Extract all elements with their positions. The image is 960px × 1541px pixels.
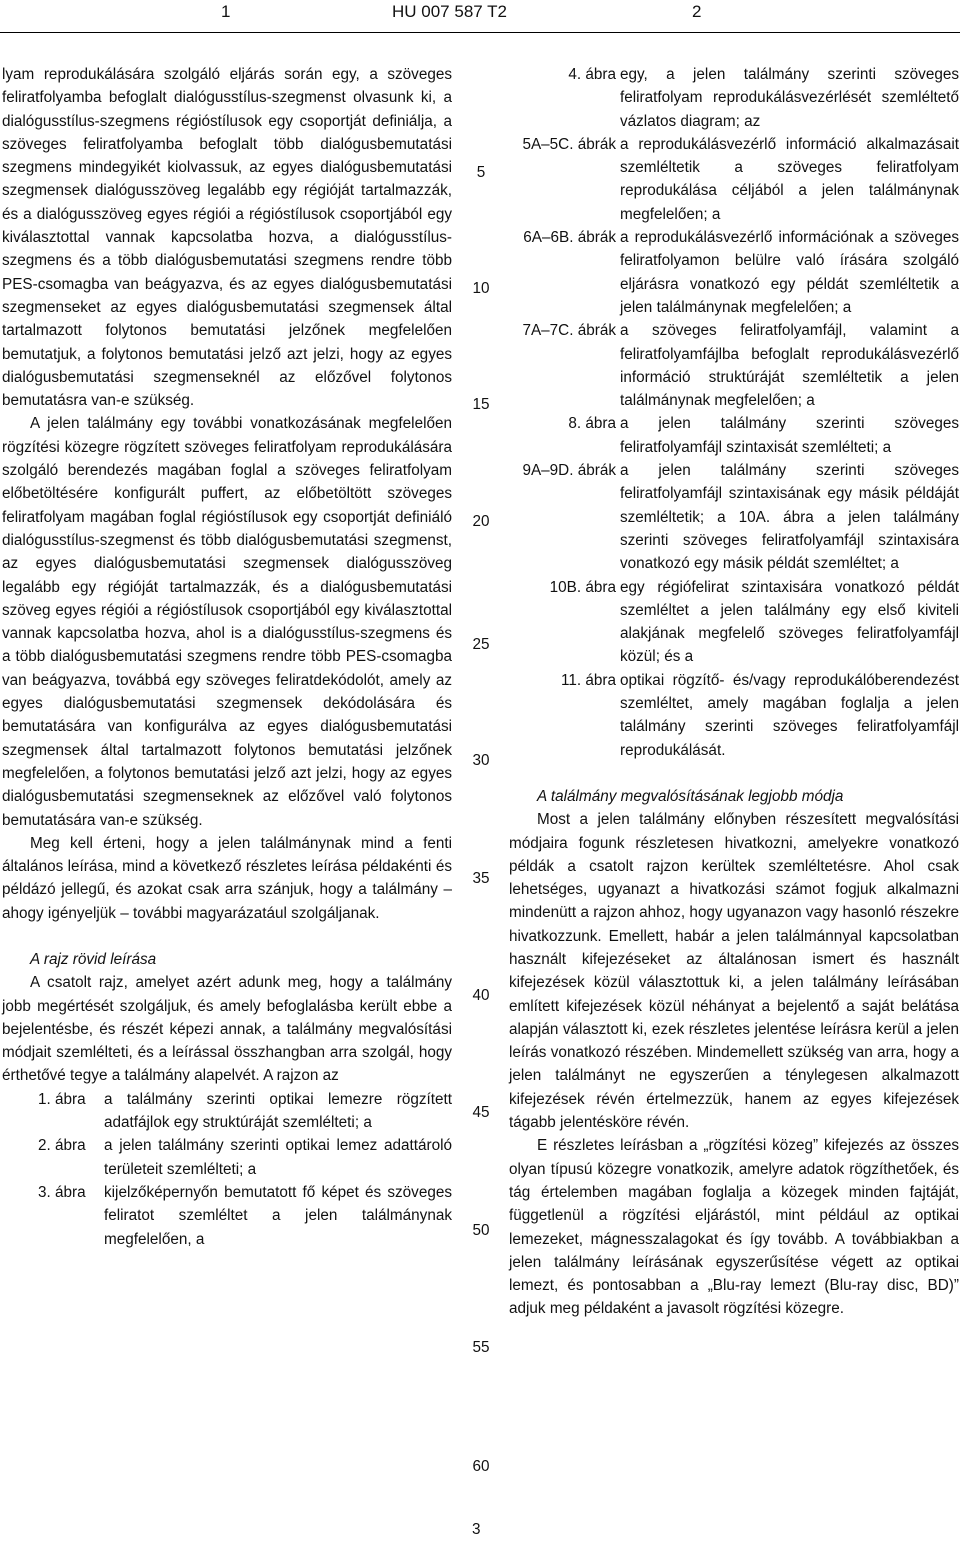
best-mode-heading: A találmány megvalósításának legjobb módja [537,787,844,805]
page-header [0,0,960,24]
figure-label: 4. ábra [568,66,616,83]
drawing-description-heading: A rajz rövid leírása [30,950,157,968]
right-paragraph-2: E részletes leírásban a „rögzítési közeg” kifejezés az összes olyan típusú közegre vonatkozik, amelyre adatok rögzíthetőek, és tág értelemben magában foglalja a közegek minden fajtáját, függetlenül a rögzítési eljárástól, mint például az optikai lemezeket, mágnesszalagokat és így tovább. A továbbiakban a jelen találmány leírásának egyszerűsítése végett az optikai lemezt, és pontosabban a „Blu-ray lemezt (Blu-ray disc, BD)” adjuk meg példaként a javasolt rögzítési közegre. [509,1137,959,1318]
left-page-number: 1 [221,2,231,21]
right-column [509,63,959,1321]
figure-item [509,669,959,762]
figure-label: 11. ábra [561,671,616,689]
figure-text: kijelzőképernyőn bemutatott fő képet és szöveges feliratot szemléltet a jelen találmánynak megfelelően, a [104,1183,452,1248]
figure-label: 7A–7C. ábrák [522,322,616,340]
figure-item [509,133,959,226]
figure-item [509,63,959,133]
left-paragraph-2: A jelen találmány egy további vonatkozásának megfelelően rögzítési közegre rögzített szöveges feliratfolyam reprodukálására szolgáló berendezés magában foglal a szöveges feliratfolyam előbetöltésére konfigurált puffert, az előbetöltött szöveges feliratfolyam magában foglal régióstílusok egy csoportját definiáló dialógusstílus-szegmenst és több dialógusbemutatási szegmenst, az egyes dialógusbemutatási szegmensek dialógusszöveg legalább egy régióját tartalmazzák, és a dialógusbemutatási szöveg egyes régiói a régióstílusok csoportjából egy kiválasztottal vannak kapcsolatba hozva, ahol is a dialógusstílus-szegmens és a több dialógusbemutatási szegmens rendre több PES-csomagba van beágyazva, továbbá egy szöveges feliratdekódolót, amely az egyes dialógusbemutatási szegmensek dekódolására és bemutatására van konfigurálva az egyes dialógusbemutatási szegmensek által tartalmazott folytonos bemutatási jelzőnek megfelelően, a folytonos bemutatási jelző azt jelzi, hogy az egyes dialógusbemutatási szegmenseknek az előzővel való folytonos bemutatására van-e szükség. [2,415,452,829]
figure-label: 5A–5C. ábrák [522,135,616,153]
figure-text: a reprodukálásvezérlő információ alkalmazásait szemléltetik a szöveges feliratfolyam reprodukálása céljából a jelen találmánynak megfelelően; a [620,135,959,223]
figure-label: 2. ábra [38,1137,86,1155]
figure-text: optikai rögzítő- és/vagy reprodukálóberendezést szemléltet, amely magában foglalja a jelen találmány szerinti szöveges feliratfolyamfájl reprodukálását. [620,671,959,759]
line-number: 50 [472,1222,490,1239]
left-paragraph-4: A csatolt rajz, amelyet azért adunk meg, hogy a találmány jobb megértését szolgáljuk, és amely befoglalásba került ebbe a bejelentésbe, és részét képezi annak, a találmány megvalósítási módjait szemlélteti, és a leírással összhangban arra szolgál, hogy érthetővé tegye a találmány alapelvét. A rajzon az [2,974,452,1085]
figure-label: 3. ábra [38,1183,86,1201]
line-number: 15 [472,396,490,413]
document-id: HU 007 587 T2 [392,2,507,21]
figure-label: 1. ábra [38,1090,86,1108]
left-column [2,63,452,1251]
figure-label: 8. ábra [568,415,616,433]
figure-item [509,459,959,575]
line-number: 10 [472,280,490,297]
figure-text: egy régiófelirat szintaxisára vonatkozó példát szemléltet a jelen találmány egy első kiviteli alakjának megfelelő szöveges feliratfolyamfájl közül; és a [620,578,959,666]
left-paragraph-1: lyam reprodukálására szolgáló eljárás során egy, a szöveges feliratfolyamba befoglalt dialógusstílus-szegmenst olvasunk ki, a dialógusstílus-szegmens régióstílusok egy csoportját definiálja, a szöveges feliratfolyamba befoglalt több dialógusbemutatási szegmens mindegyikét kiolvassuk, az egyes dialógusbemutatási szegmensek dialógusszöveg legalább egy régióját tartalmazzák, és a dialógusszöveg egyes régiói a régióstílusok csoportjából egy kiválasztottal vannak kapcsolatba hozva, a dialógusstílus-szegmens és a több dialógusbemutatási szegmens rendre több PES-csomagba van beágyazva, és az egyes dialógusbemutatási szegmenseket az egyes dialógusbemutatási szegmensek által tartalmazott folytonos bemutatási jelzőnek megfelelően bemutatjuk, a folytonos bemutatási jelző azt jelzi, hogy az egyes dialógusbemutatási szegmenseknél az előzővel folytonos bemutatásra van-e szükség. [2,66,452,410]
right-page-number: 2 [692,2,702,21]
figure-text: a találmány szerinti optikai lemezre rögzített adatfájlok egy struktúráját szemlélteti; a [104,1090,452,1132]
right-paragraph-1: Most a jelen találmány előnyben részesített megvalósítási módjaira fogunk részletesen hivatkozni, amelyekre vonatkozó példák a csatolt rajzon kerültek szemléltetésre. Ahol csak lehetséges, ugyanazt a hivatkozási számot fogjuk alkalmazni mindenütt a rajzon ahhoz, hogy ugyanazon vagy hasonló részekre hivatkozzunk. Emellett, habár a jelen találmánnyal kapcsolatban használt kifejezéseket az általánosan ismert és használt kifejezések közül választottuk ki, a jelen találmány leírásában említett kifejezések közül néhányat a bejelentő a saját belátása alapján választott ki, ezek részletes jelentése leírásra kerül a jelen leírás vonatkozó részében. Mindemellett szükség van arra, hogy a jelen találmányt ne egyszerűen a ténylegesen alkalmazott kifejezések révén értelmezzük, hanem az egyes kifejezések tágabb jelentésköre révén. [509,811,959,1132]
figure-text: egy, a jelen találmány szerinti szöveges feliratfolyam reprodukálásvezérlését szemléltető vázlatos diagram; az [620,66,959,130]
line-number: 35 [472,870,490,887]
figure-label: 6A–6B. ábrák [523,229,616,247]
line-number: 40 [472,987,490,1004]
figure-item [2,1181,452,1251]
left-paragraph-3: Meg kell érteni, hogy a jelen találmánynak mind a fenti általános leírása, mind a következő részletes leírása példakénti és példázó jellegű, és azokat csak arra szánjuk, hogy a találmány – ahogy igényeljük – további magyarázatául szolgáljanak. [2,834,452,922]
line-number: 30 [472,752,490,769]
figure-text: a jelen találmány szerinti szöveges feliratfolyamfájl szintaxisát szemlélteti; a [620,415,959,456]
figure-text: a jelen találmány szerinti szöveges feliratfolyamfájl szintaxisának egy másik példáját szemléltetik; a 10A. ábra a jelen találmány szerinti szöveges feliratfolyamfájl szintaxisára vonatkozó egy másik példát szemléltet; a [620,462,959,573]
figure-item [2,1088,452,1135]
line-number: 55 [472,1339,490,1356]
page-number: 3 [472,1521,481,1538]
line-number: 25 [472,636,490,653]
figure-text: a jelen találmány szerinti optikai lemez adattároló területeit szemlélteti; a [104,1137,452,1178]
figure-text: a reprodukálásvezérlő információnak a szöveges feliratfolyamon belülre való írására szolgáló eljárásra vonatkozó egy példát szemléltetik a jelen találmánynak megfelelően; a [620,229,959,316]
line-number: 45 [472,1104,490,1121]
figure-item [2,1134,452,1181]
figure-label: 10B. ábra [549,578,616,596]
figure-item [509,412,959,459]
header-rule [0,32,960,33]
figure-text: a szöveges feliratfolyamfájl, valamint a feliratfolyamfájlba befoglalt reprodukálásvezérlő információ struktúráját szemléltetik a jelen találmánynak megfelelően; a [620,322,959,410]
line-number: 20 [472,513,490,530]
figure-item [509,319,959,412]
line-number: 5 [476,164,486,181]
figure-label: 9A–9D. ábrák [522,462,616,480]
figure-item [509,226,959,319]
line-number: 60 [472,1458,490,1475]
figure-item [509,576,959,669]
